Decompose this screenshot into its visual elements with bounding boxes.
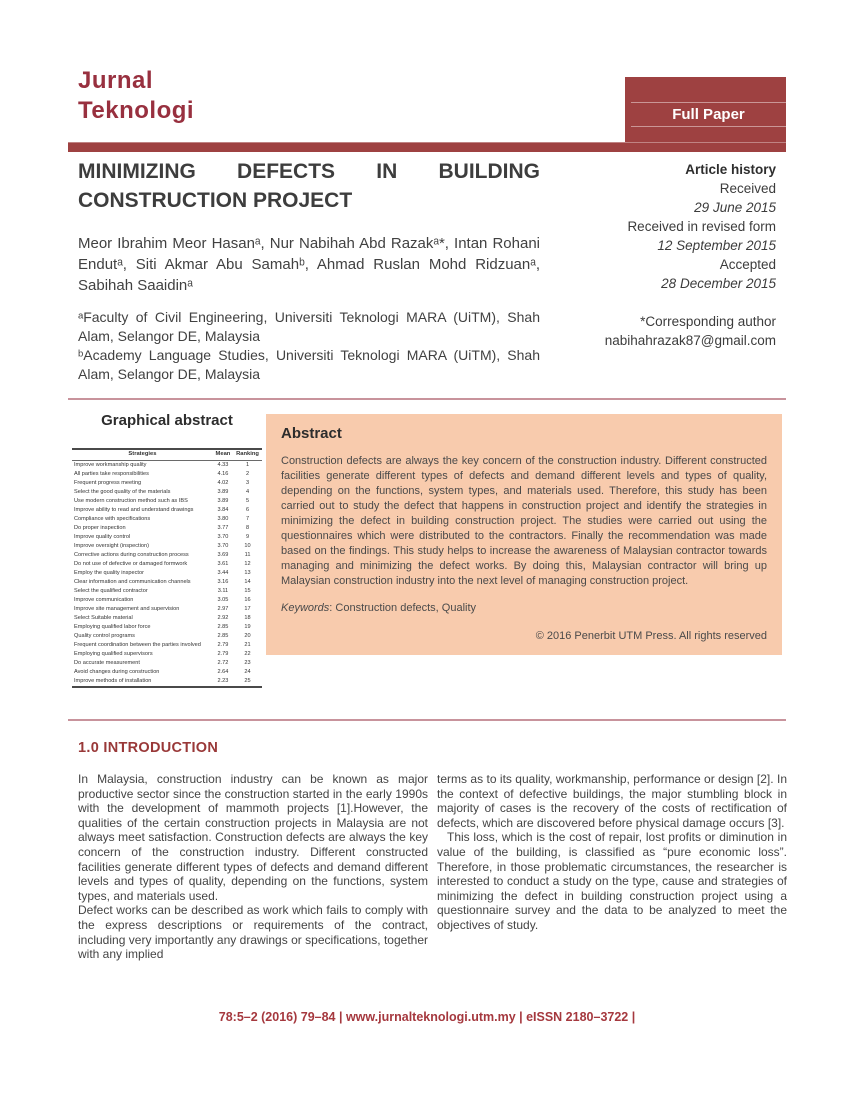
- table-row: [72, 560, 262, 569]
- cell-ranking: 18: [244, 615, 251, 621]
- history-accepted-date: 28 December 2015: [661, 276, 776, 291]
- section-rule-bottom: [68, 719, 786, 721]
- cell-ranking: 8: [245, 525, 250, 531]
- history-revised-date: 12 September 2015: [657, 238, 776, 253]
- cell-strategy: Select the good quality of the materials: [74, 489, 171, 495]
- table-row: [72, 533, 262, 542]
- table-row: [72, 542, 262, 551]
- abstract-panel: [266, 414, 782, 655]
- paper-type-badge: [625, 77, 786, 142]
- affiliation-b: ᵇAcademy Language Studies, Universiti Teknologi MARA (UiTM), Shah Alam, Selangor DE, Malaysia: [78, 347, 540, 382]
- cell-mean: 3.89: [217, 489, 229, 495]
- cell-strategy: Quality control programs: [74, 633, 135, 639]
- article-meta-column: [500, 160, 776, 350]
- intro-right-paragraph-2: This loss, which is the cost of repair, lost profits or diminution in value of the building, is classified as “pure economic loss”. Therefore, in those problematic circumstances, the researcher is interested to conduct a study on the type, cause and strategies of minimizing the defect in building construction project using a questionnaire survey and the data to be analyzed to meet the objectives of study.: [437, 830, 787, 932]
- cell-mean: 2.23: [217, 678, 229, 684]
- cell-strategy: Employing qualified supervisors: [74, 651, 153, 657]
- table-row: [72, 632, 262, 641]
- table-row: [72, 578, 262, 587]
- cell-strategy: Frequent coordination between the parties involved: [74, 642, 201, 648]
- cell-mean: 4.33: [217, 462, 229, 468]
- intro-column-left: [78, 772, 428, 962]
- intro-right-paragraph-1: terms as to its quality, workmanship, performance or design [2]. In the context of defective buildings, the major stumbling block in majority of cases is the recovery of the costs of rectification of defects, which are discovered before physical damage occurs [3].: [437, 772, 787, 830]
- cell-ranking: 25: [244, 678, 251, 684]
- strategies-table: [72, 448, 262, 688]
- cell-mean: 2.85: [217, 633, 229, 639]
- cell-strategy: Improve workmanship quality: [74, 462, 147, 468]
- copyright-line: © 2016 Penerbit UTM Press. All rights reserved: [535, 630, 767, 642]
- cell-strategy: Clear information and communication channels: [74, 579, 191, 585]
- journal-name-line2: Teknologi: [78, 97, 195, 124]
- intro-left-paragraph-2: Defect works can be described as work which fails to comply with the express descriptions or requirements of the contract, including very importantly any drawings or specifications, together with any implied: [78, 903, 428, 962]
- paper-type-badge-label: Full Paper: [631, 102, 786, 127]
- cell-strategy: Improve communication: [74, 597, 134, 603]
- cell-strategy: Improve quality control: [74, 534, 131, 540]
- cell-strategy: Frequent progress meeting: [74, 480, 142, 486]
- table-row: [72, 641, 262, 650]
- cell-ranking: 5: [245, 498, 250, 504]
- intro-left-paragraph-1: In Malaysia, construction industry can be known as major productive sector since the construction started in the early 1990s with the development of mammoth projects [1].However, the qualities of the certain construction projects in Malaysia are not always meet satisfaction. Construction defects are always the key concern of the construction industry. Different constructed facilities generate different types of defects and demand different levels and types of quality, depending on the functions, system types, and materials used.: [78, 772, 428, 903]
- strategies-table-body: [72, 461, 262, 688]
- cell-mean: 3.16: [217, 579, 229, 585]
- cell-ranking: 2: [245, 471, 250, 477]
- cell-mean: 4.02: [217, 480, 229, 486]
- cell-ranking: 20: [244, 633, 251, 639]
- section-rule-top: [68, 398, 786, 400]
- cell-ranking: 14: [244, 579, 251, 585]
- table-row: [72, 650, 262, 659]
- table-row: [72, 479, 262, 488]
- cell-strategy: Improve oversight (inspection): [74, 543, 149, 549]
- table-row: [72, 497, 262, 506]
- graphical-abstract-heading: Graphical abstract: [101, 412, 233, 429]
- cell-mean: 3.84: [217, 507, 229, 513]
- cell-ranking: 3: [245, 480, 250, 486]
- cell-strategy: Employing qualified labor force: [74, 624, 151, 630]
- table-row: [72, 659, 262, 668]
- table-row: [72, 551, 262, 560]
- history-received-date: 29 June 2015: [694, 200, 776, 215]
- cell-mean: 2.79: [217, 651, 229, 657]
- cell-mean: 2.97: [217, 606, 229, 612]
- cell-strategy: Employ the quality inspector: [74, 570, 144, 576]
- intro-column-right: [437, 772, 787, 933]
- cell-ranking: 24: [244, 669, 251, 675]
- page-footer-citation: 78:5–2 (2016) 79–84 | www.jurnalteknologi.utm.my | eISSN 2180–3722 |: [218, 1010, 636, 1024]
- cell-ranking: 23: [244, 660, 251, 666]
- cell-strategy: Do not use of defective or damaged formwork: [74, 561, 188, 567]
- table-row: [72, 515, 262, 524]
- cell-mean: 2.79: [217, 642, 229, 648]
- cell-ranking: 9: [245, 534, 250, 540]
- cell-mean: 3.05: [217, 597, 229, 603]
- cell-ranking: 13: [244, 570, 251, 576]
- cell-ranking: 16: [244, 597, 251, 603]
- cell-mean: 2.64: [217, 669, 229, 675]
- cell-strategy: Do accurate measurement: [74, 660, 140, 666]
- history-revised-label: Received in revised form: [627, 219, 776, 234]
- cell-mean: 3.89: [217, 498, 229, 504]
- corresponding-author-block: [500, 312, 776, 350]
- cell-strategy: Compliance with specifications: [74, 516, 151, 522]
- corresponding-author-email: nabihahrazak87@gmail.com: [604, 333, 776, 348]
- cell-ranking: 15: [244, 588, 251, 594]
- table-row: [72, 587, 262, 596]
- table-row: [72, 614, 262, 623]
- journal-name-line1: Jurnal: [78, 67, 154, 94]
- cell-mean: 2.92: [217, 615, 229, 621]
- cell-strategy: Improve ability to read and understand drawings: [74, 507, 194, 513]
- history-received-label: Received: [719, 181, 776, 196]
- table-row: [72, 488, 262, 497]
- cell-mean: 3.61: [217, 561, 229, 567]
- table-row: [72, 605, 262, 614]
- author-list: Meor Ibrahim Meor Hasanᵃ, Nur Nabihah Abd Razakᵃ*, Intan Rohani Endutᵃ, Siti Akmar Abu Samahᵇ, Ahmad Ruslan Mohd Ridzuanᵃ, Sabihah Saaidinᵃ: [78, 235, 540, 294]
- cell-ranking: 22: [244, 651, 251, 657]
- cell-mean: 4.16: [217, 471, 229, 477]
- affiliations: [78, 308, 540, 384]
- cell-strategy: Improve site management and supervision: [74, 606, 180, 612]
- cell-mean: 3.44: [217, 570, 229, 576]
- abstract-heading: Abstract: [281, 425, 342, 442]
- table-row: [72, 524, 262, 533]
- table-row: [72, 569, 262, 578]
- introduction-heading: 1.0 INTRODUCTION: [78, 740, 219, 756]
- table-row: [72, 470, 262, 479]
- keywords-label: Keywords: [281, 602, 330, 614]
- cell-strategy: Do proper inspection: [74, 525, 126, 531]
- corresponding-author-note: *Corresponding author: [640, 314, 776, 329]
- cell-mean: 3.80: [217, 516, 229, 522]
- article-title: MINIMIZING DEFECTS IN BUILDING CONSTRUCTION PROJECT: [78, 160, 540, 212]
- cell-ranking: 19: [244, 624, 251, 630]
- cell-mean: 3.11: [217, 588, 229, 594]
- affiliation-a: ᵃFaculty of Civil Engineering, Universiti Teknologi MARA (UiTM), Shah Alam, Selangor DE, Malaysia: [78, 309, 540, 344]
- table-row: [72, 596, 262, 605]
- table-row: [72, 461, 262, 471]
- cell-strategy: Select the qualified contractor: [74, 588, 148, 594]
- table-row: [72, 677, 262, 687]
- cell-ranking: 10: [244, 543, 251, 549]
- strategies-table-header: [72, 449, 262, 461]
- table-row: [72, 623, 262, 632]
- cell-mean: 3.70: [217, 534, 229, 540]
- cell-mean: 2.85: [217, 624, 229, 630]
- cell-ranking: 17: [244, 606, 251, 612]
- abstract-body: Construction defects are always the key concern of the construction industry. Different constructed facilities generate different types of defects and demand different levels and types of quality, depending on the functions, system types, and materials used. Therefore, this study has been carried out to study the defect that happens in construction project and identify the strategies in minimizing the defect in building construction project. The studies were carried out using the questionnaires which were distributed to the contractors. Finally the recommendation was made based on the findings. This study helps to increase the awareness of Malaysian contractor towards managing and minimizing the defect works. By doing this, Malaysian contractor will bring up Malaysian construction industry into the next level of managing construction project.: [281, 455, 767, 587]
- cell-strategy: Improve methods of installation: [74, 678, 152, 684]
- article-history-heading: Article history: [685, 162, 776, 177]
- keywords-line: [281, 602, 767, 614]
- cell-ranking: 12: [244, 561, 251, 567]
- keywords-value: : Construction defects, Quality: [329, 602, 477, 614]
- table-row: [72, 506, 262, 515]
- cell-strategy: Use modern construction method such as IBS: [74, 498, 188, 504]
- cell-strategy: Corrective actions during construction process: [74, 552, 189, 558]
- column-header-strategies: Strategies: [72, 449, 213, 461]
- cell-ranking: 1: [245, 462, 250, 468]
- cell-ranking: 7: [245, 516, 250, 522]
- cell-ranking: 6: [245, 507, 250, 513]
- column-header-ranking: Ranking: [233, 449, 262, 461]
- cell-mean: 2.72: [217, 660, 229, 666]
- cell-ranking: 4: [245, 489, 250, 495]
- journal-logo: [78, 66, 378, 126]
- cell-mean: 3.69: [217, 552, 229, 558]
- cell-mean: 3.70: [217, 543, 229, 549]
- history-accepted-label: Accepted: [719, 257, 776, 272]
- table-row: [72, 668, 262, 677]
- cell-ranking: 21: [244, 642, 251, 648]
- cell-strategy: Avoid changes during construction: [74, 669, 160, 675]
- cell-mean: 3.77: [217, 525, 229, 531]
- cell-strategy: Select Suitable material: [74, 615, 133, 621]
- header-divider-bar: [68, 142, 786, 152]
- cell-strategy: All parties take responsibilities: [74, 471, 149, 477]
- column-header-mean: Mean: [213, 449, 233, 461]
- cell-ranking: 11: [244, 552, 251, 558]
